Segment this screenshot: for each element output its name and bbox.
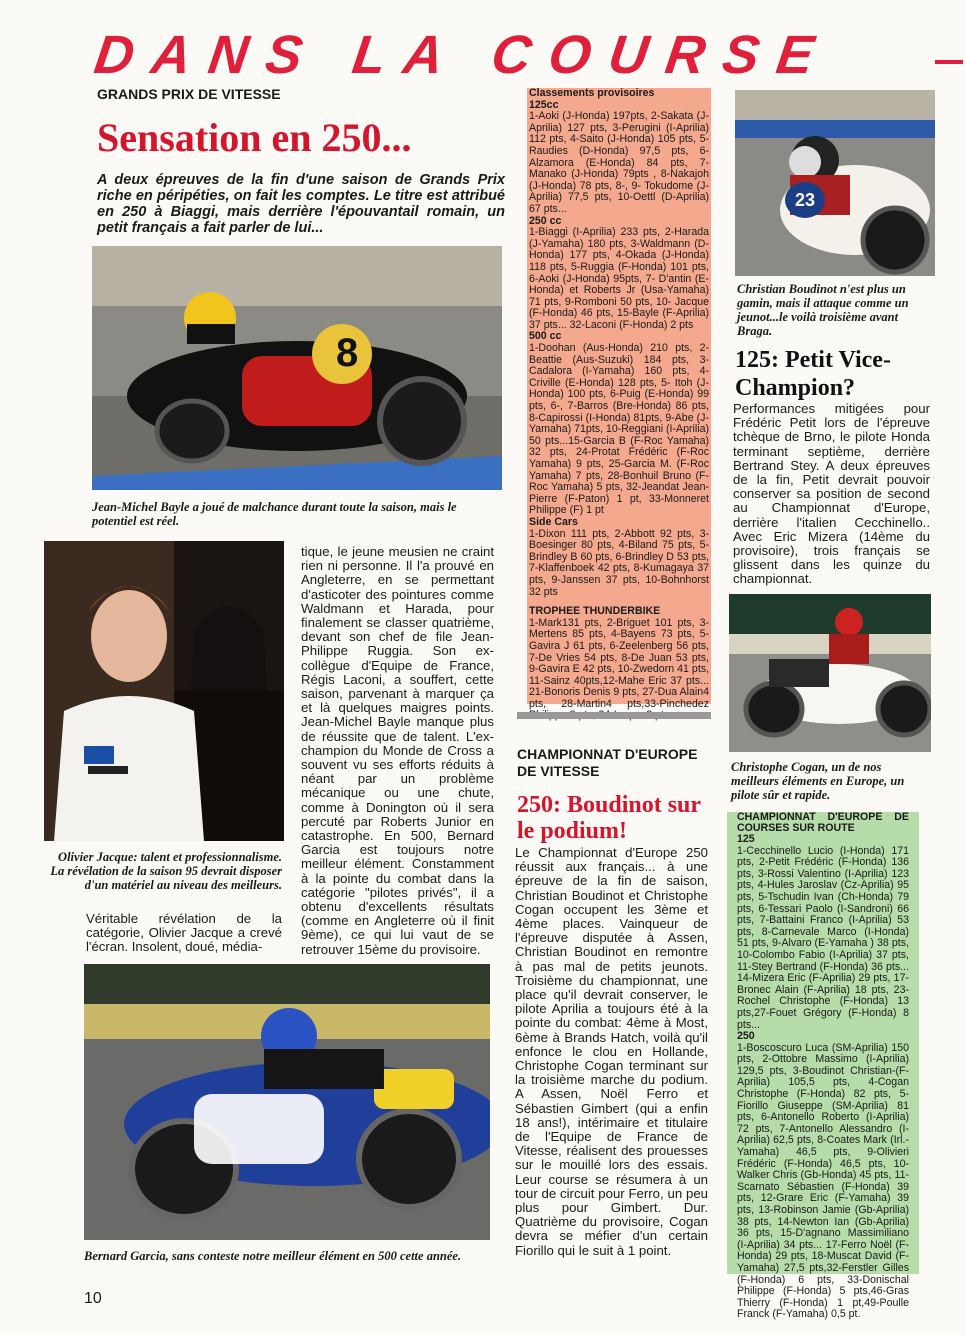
caption-jacque: Olivier Jacque: talent et professionnalisme. La révélation de la saison 95 devrait disposer d'un matériel au niveau des meilleurs. xyxy=(50,850,282,892)
standings-title: Classements provisoires xyxy=(529,87,655,99)
europe-headline: 250: Boudinot sur le podium! xyxy=(517,792,701,844)
main-headline: Sensation en 250... xyxy=(97,115,412,160)
section-heading-gp: GRANDS PRIX DE VITESSE xyxy=(97,86,281,102)
photo-boudinot xyxy=(735,90,935,276)
photo-bayle xyxy=(92,246,502,490)
europe-standings-125-text: 1-Cecchinello Lucio (I-Honda) 171 pts, 2-Petit Frédéric (F-Honda) 136 pts, 3-Rossi Valentino (I-Aprilia) 123 pts, 4-Hules Jaroslav (Cz-Aprilia) 95 pts, 5-Tschudin Ivan (Ch-Honda) 79 pts, 6-Tessari Paolo (I-Sandroni) 66 pts, 7-Battaini Franco (I-Aprilia) 53 pts, 8-Carnevale Marco (I-Honda) 51 pts, 9-Alvaro (E-Yamaha ) 38 pts, 10-Colombo Fabio (I-Aprilia) 37 pts, 11-Stey Bertrand (F-Honda) 36 pts... 14-Mizera Eric (F-Aprilia) 29 pts, 17-Bronec Alain (F-Aprilia) 18 pts, 23-Rochel Christophe (F-Honda) 13 pts,27-Fouet Grégory (F-Honda) 8 pts... xyxy=(737,844,909,1031)
body-text-right-column: tique, le jeune meusien ne craint rien ni personne. Il l'a prouvé en Angleterre, en se permettant d'asticoter des pointures comme Waldmann et Harada, pour finalement se classer quatrième, devant son chef de file Jean-Philippe Ruggia. Son ex-collègue d'Equipe de France, Régis Laconi, a souffert, cette saison, parvenant à marquer ça et là quelques maigres points. Jean-Michel Bayle manque plus de réussite que de talent. L'ex-champion du Monde de Cross a souvent vu ses efforts réduits à néant par un problème mécanique ou une chute, comme à Donington où il sera percuté par Roberts Junior en catastrophe. En 500, Bernard Garcia est toujours notre meilleur élément. Constamment à la pointe du combat dans la catégorie "pilotes privés", il a obtenu d'excellents résultats (comme en Angleterre où il finit 9ème), ce qui lui vaut de se retrouver 15ème du provisoire. xyxy=(301,544,494,957)
page-number: 10 xyxy=(84,1290,102,1307)
europe-standings-title: CHAMPIONNAT D'EUROPE DE COURSES SUR ROUTE xyxy=(737,811,909,834)
europe-standings-125-heading: 125 xyxy=(737,833,755,845)
photo-jacque xyxy=(44,541,284,841)
standings-250-heading: 250 cc xyxy=(529,214,562,227)
petit-headline: 125: Petit Vice-Champion? xyxy=(735,347,891,401)
standings-sidecar-text: 1-Dixon 111 pts, 2-Abbott 92 pts, 3-Boesinger 80 pts, 4-Biland 75 pts, 5-Brindley B 60 pts, 6-Brindley D 53 pts, 7-Klaffenboek 42 pts, 8-Kumagaya 37 pts, 9-Janssen 37 pts, 10-Bohnhorst 32 pts xyxy=(529,527,709,598)
svg-text:23: 23 xyxy=(795,190,816,210)
standings-125-text: 1-Aoki (J-Honda) 197pts, 2-Sakata (J-Aprilia) 127 pts, 3-Perugini (I-Aprilia) 112 pts, 4-Saito (J-Honda) 105 pts, 5-Raudies (D-Honda) 97,5 pts, 6-Alzamora (E-Honda) 84 pts, 7-Manako (J-Honda) 79pts , 8-Nakajoh (J-Honda) 78 pts, 8-, 9- Tokudome (J-Aprilia) 77,5 pts, 10-Oettl (D-Aprilia) 67 pts... xyxy=(529,110,709,215)
europe-standings-250-heading: 250 xyxy=(737,1030,755,1043)
photo-garcia xyxy=(84,964,490,1240)
divider-bar xyxy=(517,712,711,719)
standings-sidecar-heading: Side Cars xyxy=(529,515,578,528)
standings-250-text: 1-Biaggi (I-Aprilia) 233 pts, 2-Harada (J-Yamaha) 180 pts, 3-Waldmann (D-Honda) 177 pts, 4-Okada (J-Honda) 118 pts, 5-Ruggia (F-Honda) 101 pts, 6-Aoki (J-Honda) 95pts, 7- D'antin (E-Honda) et Roberts Jr (Usa-Yamaha) 71 pts, 9-Romboni 50 pts, 10- Jacque (F-Honda) 46 pts, 15-Bayle (F-Aprilia) 37 pts... 32-Laconi (F-Honda) 2 pts xyxy=(529,226,709,331)
caption-garcia: Bernard Garcia, sans conteste notre meilleur élément en 500 cette année. xyxy=(84,1249,462,1263)
svg-text:8: 8 xyxy=(336,331,359,375)
body-text-left-column: Véritable révélation de la catégorie, Olivier Jacque a crevé l'écran. Insolent, doué, média- xyxy=(86,911,282,955)
caption-boudinot: Christian Boudinot n'est plus un gamin, mais il attaque comme un jeunot...le voilà troisième avant Braga. xyxy=(737,282,909,338)
banner-rule xyxy=(935,60,963,64)
trophy-heading: TROPHEE THUNDERBIKE xyxy=(529,605,661,618)
standings-500-heading: 500 cc xyxy=(529,330,562,343)
standings-125-heading: 125cc xyxy=(529,98,559,111)
europe-standings-250-text: 1-Boscoscuro Luca (SM-Aprilia) 150 pts, 2-Ottobre Massimo (I-Aprilia) 129,5 pts, 3-Boudinot Christian-(F-Aprilia) 105,5 pts, 4-Cogan Christophe (F-Honda) 82 pts, 5-Fiorillo Giuseppe (SM-Aprilia) 81 pts, 6-Antonello Roberto (I-Aprilia) 72 pts, 7-Antonello Alessandro (I-Aprilia) 62,5 pts, 8-Coates Mark (Irl.-Yamaha) 46,5 pts, 9-Olivieri Frédéric (F-Honda) 46,5 pts, 10-Walker Chris (Gb-Honda) 45 pts, 11-Scarnato Sébastien (F-Honda) 39 pts, 12-Grare Eric (F-Yamaha) 39 pts, 13-Robinson Jamie (Gb-Aprilia) 38 pts, 14-Newton Ian (Gb-Aprilia) 36 pts, 15-D'agnano Massimiliano (I-Aprilia) 34 pts... 17-Ferro Noël (F-Honda) 29 pts, 18-Muscat David (F-Yamaha) 27,5 pts,32-Ferstler Gilles (F-Honda) 6 pts, 33-Donischal Philippe (F-Honda) 5 pts,46-Gras Thierry (F-Honda) 1 pt,49-Poulle Franck (F-Yamaha) 0,5 pt. xyxy=(737,1041,909,1321)
standings-box xyxy=(527,87,711,710)
caption-cogan: Christophe Cogan, un de nos meilleurs éléments en Europe, un pilote sûr et rapide. xyxy=(731,760,905,802)
standings-500-text: 1-Doohan (Aus-Honda) 210 pts, 2-Beattie (Aus-Suzuki) 184 pts, 3-Cadalora (I-Yamaha) 160 pts, 4-Criville (E-Honda) 128 pts, 5- Itoh (J-Honda) 100 pts, 6-Puig (E-Honda) 99 pts, 6-, 7-Barros (Bre-Honda) 86 pts, 8-Capirossi (I-Honda) 81pts, 9-Abe (J-Yamaha) 71pts, 10-Reggiani (I-Aprilia) 50 pts...15-Garcia B (F-Roc Yamaha) 32 pts, 24-Protat Frédéric (F-Roc Yamaha) 9 pts, 25-Garcia M. (F-Roc Yamaha) 7 pts, 28-Bonhuil Bruno (F-Roc Yamaha) 5 pts, 32-Jeandat Jean-Pierre (F-Paton) 1 pt, 33-Monneret Philippe (F) 1 pt xyxy=(529,342,709,517)
europe-body-text: Le Championnat d'Europe 250 réussit aux français... à une épreuve de la fin de saison, Christian Boudinot et Christophe Cogan occupent les 3ème et 4ème places. Vainqueur de l'épreuve disputée à Assen, Christian Boudinot en remontre à pas mal de petits jeunots. Troisième du championnat, une place qu'il devrait conserver, le pilote Aprilia a toujours été à la pointe du combat: 4ème à Most, 6ème à Brands Hatch, voilà qu'il enfonce le clou en Hollande, Christophe Cogan terminant sur la troisième marche du podium. A Assen, Noël Ferro et Sébastien Gimbert (qui a enfin 18 ans!), intérimaire et titulaire de l'Equipe de France de Vitesse, réalisent des prouesses sur le mouillé lors des essais. Leur course se résumera à un tour de circuit pour Ferro, un peu plus pour Gimbert. Dur. Quatrième du provisoire, Cogan devra se méfier d'un certain Fiorillo qui le suit à 1 point. xyxy=(515,845,708,1258)
europe-standings-box xyxy=(727,811,919,1321)
petit-body-text: Performances mitigées pour Frédéric Petit lors de l'épreuve tchèque de Brno, le pilote Honda terminant septième, derrière Bertrand Stey. A deux épreuves de la fin, Petit devrait pouvoir conserver sa position de second au Championnat d'Europe, derrière l'italien Cecchinello.. Avec Eric Mizera (14ème du provisoire), trois français se glissent dans les quinze du championnat. xyxy=(733,401,930,587)
caption-bayle: Jean-Michel Bayle a joué de malchance durant toute la saison, mais le potentiel est réel. xyxy=(92,500,457,528)
section-heading-europe: CHAMPIONNAT D'EUROPE DE VITESSE xyxy=(517,746,698,779)
intro-paragraph: A deux épreuves de la fin d'une saison de Grands Prix riche en péripéties, on fait les comptes. Le titre est attribué en 250 à Biaggi, mais derrière l'épouvantail romain, un petit français a fait parler de lui... xyxy=(97,172,505,236)
page-banner-title: DANS LA COURSE xyxy=(90,25,836,85)
photo-cogan xyxy=(729,594,931,752)
trophy-text: 1-Mark131 pts, 2-Briguet 101 pts, 3-Mertens 85 pts, 4-Bayens 73 pts, 5-Gavira J 61 pts, 6-Zeelenberg 56 pts, 7-De Vries 54 pts, 8-De Juan 53 pts, 9-Gavira E 42 pts, 10-Zwedorn 41 pts, 11-Sainz 40pts,12-Mahe Eric 37 pts... 21-Bonoris Denis 9 pts, 27-Dua Alain4 pts, 28-Martin4 pts,33-Pinchedez xyxy=(529,616,709,710)
